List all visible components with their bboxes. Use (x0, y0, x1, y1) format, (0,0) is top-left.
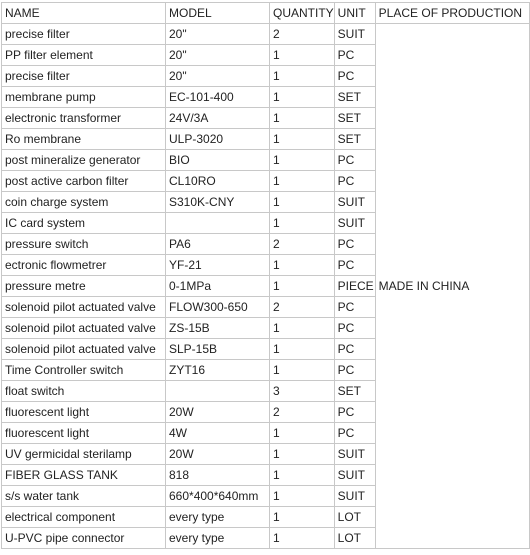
header-name: NAME (2, 3, 166, 24)
cell-unit: PC (334, 318, 375, 339)
cell-unit: PC (334, 360, 375, 381)
cell-name: fluorescent light (2, 423, 166, 444)
cell-quantity: 1 (270, 444, 335, 465)
cell-unit: SET (334, 381, 375, 402)
cell-model: EC-101-400 (166, 87, 270, 108)
header-row (2, 3, 530, 24)
cell-name: precise filter (2, 66, 166, 87)
cell-name: PP filter element (2, 45, 166, 66)
cell-model: ULP-3020 (166, 129, 270, 150)
cell-unit: SET (334, 108, 375, 129)
cell-quantity: 1 (270, 339, 335, 360)
parts-table-body (2, 3, 530, 549)
cell-quantity: 1 (270, 276, 335, 297)
cell-unit: PC (334, 339, 375, 360)
header-quantity: QUANTITY (270, 3, 335, 24)
cell-quantity: 2 (270, 24, 335, 45)
cell-model: 818 (166, 465, 270, 486)
cell-unit: LOT (334, 528, 375, 549)
cell-model: 20W (166, 402, 270, 423)
cell-name: s/s water tank (2, 486, 166, 507)
cell-quantity: 1 (270, 45, 335, 66)
cell-quantity: 1 (270, 528, 335, 549)
parts-table (1, 2, 530, 549)
cell-model: every type (166, 528, 270, 549)
cell-unit: PC (334, 150, 375, 171)
cell-name: FIBER GLASS TANK (2, 465, 166, 486)
cell-quantity: 3 (270, 381, 335, 402)
cell-quantity: 1 (270, 213, 335, 234)
cell-model: 660*400*640mm (166, 486, 270, 507)
cell-name: pressure switch (2, 234, 166, 255)
cell-model (166, 213, 270, 234)
cell-quantity: 1 (270, 66, 335, 87)
cell-unit: SUIT (334, 444, 375, 465)
cell-name: UV germicidal sterilamp (2, 444, 166, 465)
cell-unit: SUIT (334, 465, 375, 486)
cell-model: PA6 (166, 234, 270, 255)
cell-name: solenoid pilot actuated valve (2, 297, 166, 318)
cell-quantity: 1 (270, 192, 335, 213)
cell-unit: PC (334, 171, 375, 192)
cell-quantity: 1 (270, 507, 335, 528)
cell-quantity: 1 (270, 87, 335, 108)
cell-name: electrical component (2, 507, 166, 528)
cell-model: S310K-CNY (166, 192, 270, 213)
cell-name: IC card system (2, 213, 166, 234)
cell-unit: PC (334, 297, 375, 318)
header-model: MODEL (166, 3, 270, 24)
cell-unit: SET (334, 129, 375, 150)
cell-model: 20W (166, 444, 270, 465)
cell-model: CL10RO (166, 171, 270, 192)
cell-name: solenoid pilot actuated valve (2, 339, 166, 360)
cell-quantity: 1 (270, 129, 335, 150)
cell-unit: PC (334, 423, 375, 444)
cell-model: ZYT16 (166, 360, 270, 381)
cell-model: 20" (166, 66, 270, 87)
cell-quantity: 1 (270, 318, 335, 339)
cell-name: precise filter (2, 24, 166, 45)
header-place: PLACE OF PRODUCTION (375, 3, 529, 24)
cell-model: BIO (166, 150, 270, 171)
cell-model: 20" (166, 45, 270, 66)
cell-unit: PC (334, 402, 375, 423)
cell-quantity: 1 (270, 360, 335, 381)
cell-quantity: 1 (270, 255, 335, 276)
cell-quantity: 1 (270, 423, 335, 444)
cell-model: 4W (166, 423, 270, 444)
cell-name: solenoid pilot actuated valve (2, 318, 166, 339)
cell-name: Ro membrane (2, 129, 166, 150)
cell-name: coin charge system (2, 192, 166, 213)
cell-name: pressure metre (2, 276, 166, 297)
cell-name: Time Controller switch (2, 360, 166, 381)
cell-model: every type (166, 507, 270, 528)
cell-name: fluorescent light (2, 402, 166, 423)
cell-name: float switch (2, 381, 166, 402)
table-row (2, 24, 530, 45)
cell-place-of-production: MADE IN CHINA (375, 24, 529, 549)
cell-quantity: 1 (270, 108, 335, 129)
cell-unit: PC (334, 234, 375, 255)
cell-model: ZS-15B (166, 318, 270, 339)
cell-unit: PC (334, 66, 375, 87)
cell-unit: LOT (334, 507, 375, 528)
cell-unit: SUIT (334, 486, 375, 507)
cell-quantity: 1 (270, 171, 335, 192)
cell-model: YF-21 (166, 255, 270, 276)
cell-unit: SUIT (334, 24, 375, 45)
cell-quantity: 1 (270, 465, 335, 486)
cell-model: SLP-15B (166, 339, 270, 360)
cell-quantity: 2 (270, 402, 335, 423)
cell-quantity: 1 (270, 486, 335, 507)
cell-unit: PIECE (334, 276, 375, 297)
cell-name: ectronic flowmetrer (2, 255, 166, 276)
cell-unit: PC (334, 255, 375, 276)
cell-name: U-PVC pipe connector (2, 528, 166, 549)
cell-unit: SUIT (334, 192, 375, 213)
cell-name: electronic transformer (2, 108, 166, 129)
header-unit: UNIT (334, 3, 375, 24)
cell-model: FLOW300-650 (166, 297, 270, 318)
cell-name: post active carbon filter (2, 171, 166, 192)
cell-model: 24V/3A (166, 108, 270, 129)
cell-unit: SET (334, 87, 375, 108)
cell-name: membrane pump (2, 87, 166, 108)
cell-quantity: 2 (270, 297, 335, 318)
cell-quantity: 2 (270, 234, 335, 255)
cell-model: 0-1MPa (166, 276, 270, 297)
cell-model (166, 381, 270, 402)
cell-quantity: 1 (270, 150, 335, 171)
cell-unit: PC (334, 45, 375, 66)
cell-name: post mineralize generator (2, 150, 166, 171)
cell-model: 20" (166, 24, 270, 45)
cell-unit: SUIT (334, 213, 375, 234)
